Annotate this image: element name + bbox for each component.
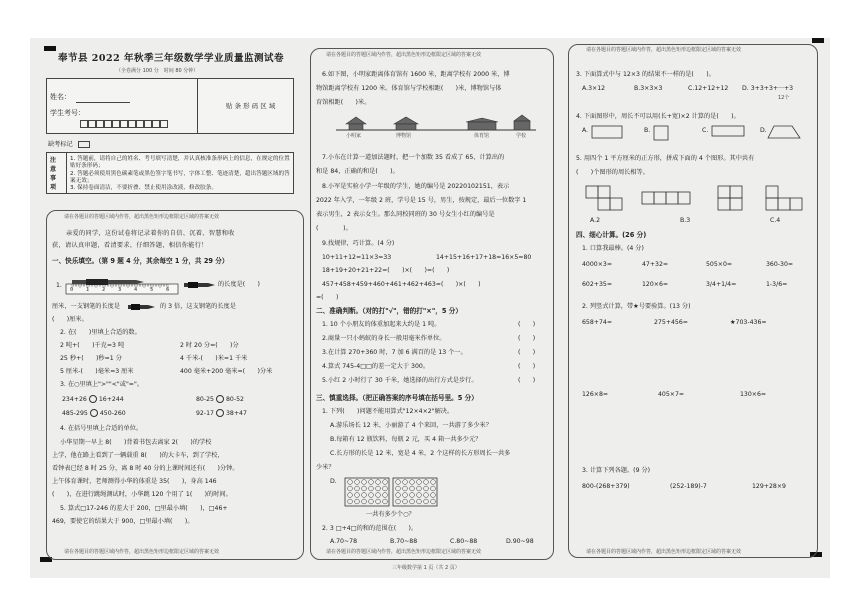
student-id-label: 学生考号： <box>50 109 85 117</box>
calc-item: 800-(268+379) <box>582 483 630 490</box>
question-text: 物馆距离学校有 1200 米。体育馆与学校相距( )米，博物馆与体 <box>316 85 502 92</box>
ruler-number: 3 <box>118 287 122 293</box>
area-notice: 请在各题目的答题区域内作答，超出黑色矩形边框限定区域的答案无效 <box>64 214 220 220</box>
vertical-calc-item: 405×7= <box>658 391 685 398</box>
fill-item: 2 时 20 分=( )分 <box>180 342 239 349</box>
ruler-number: 1 <box>86 287 90 293</box>
choice-option[interactable]: A.70~78 <box>330 538 358 545</box>
fill-item: 2 吨+( )千克=3 吨 <box>60 342 125 349</box>
question-text: 和是 84，正确的和是( )。 <box>316 168 399 175</box>
judge-answer-blank[interactable]: ( ) <box>518 349 536 356</box>
choice-option[interactable]: B.70~88 <box>390 538 418 545</box>
id-digit-cell[interactable] <box>80 120 88 128</box>
choice-option[interactable]: B.3×3×3 <box>634 85 663 92</box>
ruler-number: 0 <box>70 287 74 293</box>
judge-item: 3.在计算 270+360 时，7 加 6 满百的是 13 个一。 <box>322 349 467 356</box>
choice-option[interactable]: D. 3+3+3+···+3 <box>742 85 794 92</box>
section-heading: 四、细心计算。(26 分) <box>576 231 647 239</box>
id-digit-cell[interactable] <box>96 120 104 128</box>
question-text: 看钟表已经 8 时 25 分，离 8 时 40 分的上课时间还有( )分钟。 <box>52 465 239 472</box>
choice-option[interactable]: D. <box>330 478 337 485</box>
question-text: ( )，在进行跳绳测试时，小华跳 120 个用了 1( )的时间。 <box>52 491 232 498</box>
area-notice: 请在各题目的答题区域内作答，超出黑色矩形边框限定区域的答案无效 <box>586 549 742 555</box>
absent-mark-label: 缺考标记 <box>48 141 73 148</box>
location-map <box>336 112 536 138</box>
note-1: 1. 答题前，请将自己的姓名、考号填写清楚，并认真核准条形码上的信息，在规定的位置贴好条形码； <box>70 156 290 169</box>
question-text: 4. 在括号里填上合适的单位。 <box>60 425 143 432</box>
absent-mark-box[interactable] <box>78 141 90 148</box>
oral-calc-item: 360-30= <box>766 261 794 268</box>
question-text: 1. 口算我最棒。(4 分) <box>582 245 644 252</box>
choice-option[interactable]: A.2 <box>590 217 601 224</box>
question-text: 5. 用四个 1 平方厘米的正方形，拼成下面的 4 个图形。其中共有 <box>576 155 755 162</box>
judge-item: 2.商量一只小蚂蚁的身长一般用毫米作单位。 <box>322 335 446 342</box>
judge-answer-blank[interactable]: ( ) <box>518 363 536 370</box>
oral-calc-item: 602+35= <box>582 281 613 288</box>
choice-option[interactable]: D.90~98 <box>506 538 534 545</box>
id-digit-cell[interactable] <box>104 120 112 128</box>
ruler-number: 6 <box>166 287 170 293</box>
question-text: ( )个图形的周长相等。 <box>576 169 649 176</box>
section-heading: 三、慎重选择。（把正确答案的序号填在括号里。5 分） <box>316 394 478 402</box>
note-3: 3. 保持卷面清洁，不要折叠、禁止使用涂改液、修改胶条。 <box>70 185 217 191</box>
ruler-number: 2 <box>102 287 106 293</box>
place-label: 博物馆 <box>396 133 412 139</box>
area-notice: 请在各题目的答题区域内作答，超出黑色矩形边框限定区域的答案无效 <box>64 549 220 555</box>
choice-option[interactable]: A.游乐场长 12 米，小丽游了 4 个来回，一共游了多少米？ <box>330 422 492 429</box>
figure-caption: 一共有多少个○？ <box>366 511 415 518</box>
ruler-number: 4 <box>134 287 138 293</box>
oral-calc-item: 3/4+1/4= <box>706 281 737 288</box>
answer-area-right <box>568 44 818 558</box>
calc-item: 129+28×9 <box>752 483 786 490</box>
pattern-item: =( ) <box>316 294 339 301</box>
judge-item: 4.算式 745-4□□的差一定大于 300。 <box>322 363 430 370</box>
question-number: 1. <box>56 282 62 289</box>
pattern-example: 14+15+16+17+18=16×5=80 <box>436 254 532 261</box>
id-digit-cell[interactable] <box>128 120 136 128</box>
oral-calc-item: 1-3/6= <box>766 281 788 288</box>
section-heading: 二、准确判断。（对的打"√"，错的打"×"，5 分） <box>316 307 462 315</box>
compare-item: 80-25 80-52 <box>196 396 244 403</box>
oral-calc-item: 4000×3= <box>582 261 613 268</box>
choice-option[interactable]: C.80~88 <box>450 538 478 545</box>
pattern-item: 18+19+20+21+22=( )×( )=( ) <box>322 267 450 274</box>
place-label: 体育馆 <box>474 133 490 139</box>
pattern-item: 457+458+459+460+461+462+463=( )×( ) <box>322 281 481 288</box>
question-text: 4. 下面图形中，周长不可以用(长+宽)×2 计算的是( )。 <box>576 113 740 120</box>
question-text: 2. 3 □+4□的和的范围在( )。 <box>322 525 418 532</box>
question-text: 469，要使它的结果大于 900，□里最小填( )。 <box>52 518 194 525</box>
choice-option[interactable]: C. <box>702 127 709 134</box>
id-digit-cell[interactable] <box>144 120 152 128</box>
choice-option[interactable]: C.12+12+12 <box>688 85 729 92</box>
exam-sheet <box>30 38 830 578</box>
oral-calc-item: 505×0= <box>706 261 733 268</box>
choice-option[interactable]: D. <box>760 127 767 134</box>
question-text: 3. 计算下列各题。(9 分) <box>582 467 651 474</box>
name-field[interactable] <box>76 102 130 103</box>
shape-options-figure <box>588 124 808 142</box>
question-text: 9.找规律，巧计算。(4 分) <box>322 240 395 247</box>
vertical-calc-item: 658+74= <box>582 319 613 326</box>
question-text: 3. 下面算式中与 12×3 的结果不一样的是( )。 <box>576 71 715 78</box>
question-text: 8.小军是实验小学一年级的学生，她的编号是 20220102151，表示 <box>322 183 510 190</box>
square-arrangements-figure <box>582 184 812 216</box>
fill-item: 5 厘米-( )毫米=3 厘米 <box>60 368 134 375</box>
id-digit-cell[interactable] <box>112 120 120 128</box>
place-label: 小明家 <box>346 133 362 139</box>
area-notice: 请在各题目的答题区域内作答，超出黑色矩形边框限定区域的答案无效 <box>326 52 482 58</box>
question-text: 2. 在( )里填上合适的数。 <box>60 329 141 336</box>
compare-circle[interactable] <box>216 409 224 417</box>
oral-calc-item: 120×6= <box>642 281 669 288</box>
question-text: 育馆相距( )米。 <box>316 99 371 106</box>
question-text: 的 3 倍，这支钢笔的长度是 <box>160 303 236 310</box>
compare-item: 234+26 16+244 <box>62 396 124 403</box>
section-heading: 一、快乐填空。（第 9 题 4 分，其余每空 1 分，共 29 分） <box>52 257 229 265</box>
vertical-calc-item: 275+456= <box>654 319 688 326</box>
vertical-calc-item: 130×6= <box>740 391 767 398</box>
question-text: 2. 列竖式计算，带★号要验算。(13 分) <box>582 303 691 310</box>
circles-grid-figure <box>344 477 440 507</box>
brace-label: 12个 <box>778 95 790 101</box>
choice-option[interactable]: B.每箱有 12 瓶饮料，每瓶 2 元，买 4 箱一共多少元？ <box>330 436 482 443</box>
vertical-calc-item: ★703-436= <box>730 319 767 326</box>
question-text: 上学，他在路上看到了一辆载重 8( )的大卡车，到了学校， <box>52 452 224 459</box>
question-text: 小华星期一早上 8( )背着书包去离家 2( )的学校 <box>60 439 212 446</box>
choice-option[interactable]: C.4 <box>770 217 781 224</box>
place-label: 学校 <box>516 133 527 139</box>
question-text: 2022 年入学，一年级 2 班，学号是 15 号，男生，按规定，最后一位数字 1 <box>316 197 527 204</box>
fill-item: 400 毫米+200 毫米=( )分米 <box>180 368 273 375</box>
barcode-area-label: 贴 条 形 码 区 域 <box>226 102 276 110</box>
fill-item: 25 秒+( )秒=1 分 <box>60 355 122 362</box>
name-label: 姓名： <box>50 93 71 101</box>
question-text: 表示男生，2 表示女生。那么同校同班的 30 号女生小红的编号是 <box>316 211 495 218</box>
pen-icon <box>126 302 156 312</box>
choice-option[interactable]: C.长方形的长是 12 米，宽是 4 米，2 个这样的长方形周长一共多 <box>330 450 511 457</box>
question-text: 厘米，一支钢笔的长度是 <box>52 303 121 310</box>
intro-text: 亲爱的同学，这份试卷将记录着你的自信、沉着、智慧和收 <box>66 230 235 237</box>
question-text: 上午体育课时，老师测得小华的体重是 35( )，身高 146 <box>52 478 217 485</box>
question-text: 1. 下列( )问题不能用算式"12×4×2"解决。 <box>322 408 454 415</box>
choice-option[interactable]: B.3 <box>680 217 691 224</box>
compare-item: 92-17 38+47 <box>196 410 247 417</box>
choice-option[interactable]: B. <box>644 127 651 134</box>
registration-mark <box>812 38 824 43</box>
area-notice: 请在各题目的答题区域内作答，超出黑色矩形边框限定区域的答案无效 <box>326 549 482 555</box>
oral-calc-item: 47+32= <box>642 261 669 268</box>
intro-text: 获，请认真审题，看清要求，仔细答题，相信你能行！ <box>52 242 208 249</box>
note-2: 2. 答题必须使用黑色碳素笔或黑色签字笔书写，字体工整、笔迹清楚，超出答题区域的答案无效； <box>70 171 290 184</box>
judge-answer-blank[interactable]: ( ) <box>518 321 536 328</box>
judge-answer-blank[interactable]: ( ) <box>518 335 536 342</box>
fill-item: 4 千米-( )米=1 千米 <box>180 355 248 362</box>
choice-option[interactable]: A. <box>582 127 589 134</box>
pattern-example: 10+11+12=11×3=33 <box>322 254 392 261</box>
question-text: 5. 算式□17-246 的差大于 200，□里最小填( )，□46+ <box>60 505 228 512</box>
registration-mark <box>44 46 56 51</box>
id-digit-cell[interactable] <box>136 120 144 128</box>
id-digit-cell[interactable] <box>160 120 168 128</box>
question-text: 3. 在○里填上">""<"或"="。 <box>60 381 144 388</box>
ruler-pen-figure <box>64 274 188 298</box>
question-text: ( )。 <box>316 225 352 232</box>
judge-answer-blank[interactable]: ( ) <box>518 377 536 384</box>
question-text: ( )厘米。 <box>52 316 88 323</box>
compare-circle[interactable] <box>90 409 98 417</box>
exam-subtitle: （全卷满分 100 分 时间 80 分钟） <box>116 68 199 74</box>
choice-option[interactable]: 少米？ <box>316 464 335 471</box>
compare-circle[interactable] <box>89 395 97 403</box>
area-notice: 请在各题目的答题区域内作答，超出黑色矩形边框限定区域的答案无效 <box>586 47 742 53</box>
judge-item: 5.小红 2 小时行了 30 千米，她选择的出行方式是步行。 <box>322 377 478 384</box>
compare-circle[interactable] <box>216 395 224 403</box>
page-footer: 三年级数学第 1 页（共 2 页） <box>392 565 460 571</box>
calc-item: (252-189)-7 <box>670 483 707 490</box>
question-text: 6.如下图，小明家距离体育馆有 1600 米，距离学校有 2000 米，博 <box>322 71 510 78</box>
question-text: 7.小东在计算一道加法题时，把一个加数 35 看成了 65，计算出的 <box>322 154 505 161</box>
id-digit-cell[interactable] <box>120 120 128 128</box>
pen-icon <box>182 280 216 290</box>
id-digit-cell[interactable] <box>88 120 96 128</box>
judge-item: 1. 10 个小朋友的体重加起来大约是 1 吨。 <box>322 321 441 328</box>
id-digit-cell[interactable] <box>152 120 160 128</box>
compare-item: 485-295 450-260 <box>62 410 126 417</box>
notes-label: 注意事项 <box>50 157 57 191</box>
choice-option[interactable]: A.3×12 <box>582 85 606 92</box>
ruler-number: 5 <box>150 287 154 293</box>
vertical-calc-item: 126×8= <box>582 391 609 398</box>
question-text: 的长度是( ) <box>218 281 260 288</box>
exam-title: 奉节县 2022 年秋季三年级数学学业质量监测试卷 <box>58 53 285 64</box>
